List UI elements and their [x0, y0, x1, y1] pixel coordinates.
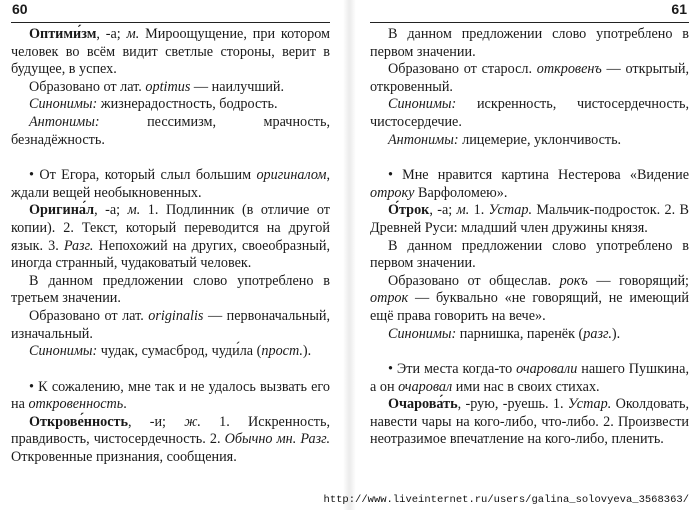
origin-otkrovennost: Образовано от старосл. откровенъ — открытый, откровенный.	[370, 61, 689, 95]
entry-otkrovennost: Открове́нность, -и; ж. 1. Искренность, правдивость, чистосердечность. 2. Обычно мн. Разг. Откровенные признания, сообщения.	[11, 413, 331, 466]
example-ocharovat: • Эти места когда-то очаровали нашего Пушкина, а он очаровал ими нас в своих стихах.	[370, 361, 689, 395]
origin-otrok: Образовано от общеслав. рокъ — говорящий; отрок — буквально «не говорящий, не имеющий ещё права говорить на вече».	[370, 272, 689, 324]
right-page-header	[370, 0, 689, 23]
left-page-header	[11, 0, 330, 23]
synonyms-otkrovennost: Синонимы: искренность, чистосердечность, чистосердечие.	[370, 96, 689, 130]
spacer	[11, 361, 330, 379]
entry-ocharovat: Очарова́ть, -рую, -руешь. 1. Устар. Околдовать, навести чары на кого-либо, что-либо. 2. Произвести неотразимое впечатление на кого-либо, пленить.	[370, 396, 690, 448]
entry-original: Оригина́л, -а; м. 1. Подлинник (в отличие от копии). 2. Текст, который переводится на другой язык. 3. Разг. Непохожий на других, своеобразный, иногда странный, чудаковатый человек.	[11, 202, 330, 272]
spacer	[370, 343, 689, 361]
headword-optimizm: Оптими́зм	[29, 26, 97, 42]
headword-otkrovennost: Открове́нность	[29, 413, 128, 430]
spacer	[370, 149, 689, 167]
synonyms-optimizm: Синонимы: жизнерадостность, бодрость.	[29, 96, 278, 113]
antonyms-optimizm: Антонимы: пессимизм, мрачность, безнадёжность.	[11, 113, 330, 148]
headword-ocharovat: Очарова́ть	[388, 396, 458, 413]
note-original: В данном предложении слово употреблено в третьем значении.	[11, 272, 330, 307]
left-page-number: 60	[12, 1, 28, 17]
headword-original: Оригина́л	[29, 202, 95, 219]
example-otkrovennost: • К сожалению, мне так и не удалось вызвать его на откровенность.	[11, 378, 330, 413]
example-original: • От Егора, который слыл большим оригиналом, ждали вещей необыкновенных.	[11, 167, 330, 201]
entry-otrok: О́трок, -а; м. 1. Устар. Мальчик-подросток. 2. В Древней Руси: младший член дружины князя.	[370, 202, 690, 236]
origin-optimizm: Образовано от лат. optimus — наилучший.	[29, 78, 285, 95]
entry-optimizm: Оптими́зм, -а; м. Мироощущение, при котором человек во всём видит светлые стороны, верит в будущее, в успех.	[11, 26, 331, 78]
book-spine-fold	[343, 0, 356, 510]
synonyms-original: Синонимы: чудак, сумасброд, чуди́ла (прост.).	[29, 343, 312, 360]
example-otrok: • Мне нравится картина Нестерова «Видение отроку Варфоломею».	[370, 167, 689, 201]
antonyms-otkrovennost: Антонимы: лицемерие, уклончивость.	[388, 131, 622, 148]
spacer	[11, 149, 330, 167]
note-otkrovennost: В данном предложении слово употреблено в первом значении.	[370, 26, 689, 60]
synonyms-otrok: Синонимы: парнишка, паренёк (разг.).	[388, 325, 621, 342]
note-otrok: В данном предложении слово употреблено в первом значении.	[370, 237, 689, 272]
watermark-link[interactable]: http://www.liveinternet.ru/users/galina_solovyeva_3568363/	[323, 494, 689, 506]
headword-otrok: О́трок	[388, 202, 430, 219]
left-page	[0, 0, 343, 510]
origin-original: Образовано от лат. originalis — первоначальный, изначальный.	[11, 307, 331, 342]
right-page-number: 61	[671, 1, 687, 17]
right-page	[356, 0, 699, 510]
